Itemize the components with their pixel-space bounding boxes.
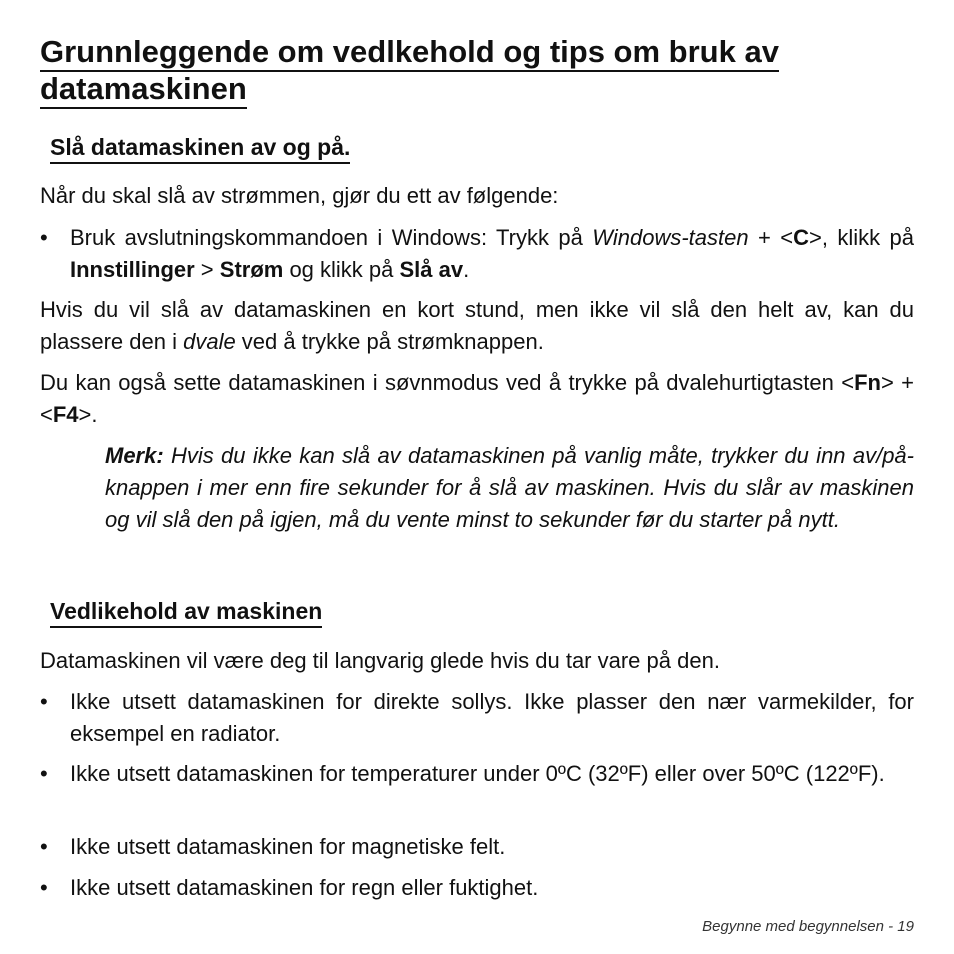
sleep-paragraph: Hvis du vil slå av datamaskinen en kort stund, men ikke vil slå den helt av, kan du plassere den i dvale ved å trykke på strømknappen. — [40, 297, 914, 354]
list-item-text: Ikke utsett datamaskinen for temperaturer under 0ºC (32ºF) eller over 50ºC (122ºF). — [70, 761, 885, 786]
section-heading-power: Slå datamaskinen av og på. — [50, 133, 350, 164]
bullet-marker: • — [40, 689, 48, 714]
note-text: Hvis du ikke kan slå av datamaskinen på vanlig måte, trykker du inn av/på-knappen i mer enn fire sekunder for å slå av maskinen. Hvis du slår av maskinen og vil slå den på igjen, må du vente minst to sekunder før du starter på nytt. — [105, 443, 914, 532]
page-title-line1: Grunnleggende om vedlkehold og tips om bruk av — [40, 34, 779, 72]
page-footer: Begynne med begynnelsen - 19 — [702, 918, 914, 935]
bullet-marker: • — [40, 875, 48, 900]
bullet-marker: • — [40, 225, 48, 250]
page-title — [40, 33, 914, 107]
power-intro: Når du skal slå av strømmen, gjør du ett av følgende: — [40, 183, 559, 208]
document-page — [40, 0, 914, 954]
hotkey-paragraph: Du kan også sette datamaskinen i søvnmodus ved å trykke på dvalehurtigtasten <Fn> + <F4>. — [40, 370, 915, 427]
bullet-marker: • — [40, 761, 48, 786]
section-heading-maintenance: Vedlikehold av maskinen — [50, 597, 322, 628]
note-label: Merk: — [105, 443, 164, 468]
list-item-text: Ikke utsett datamaskinen for regn eller fuktighet. — [70, 875, 539, 900]
list-item-text: Ikke utsett datamaskinen for magnetiske felt. — [70, 834, 506, 859]
maintenance-intro: Datamaskinen vil være deg til langvarig glede hvis du tar vare på den. — [40, 648, 720, 673]
note-box — [105, 440, 914, 536]
page-title-line2: datamaskinen — [40, 71, 247, 109]
list-item-text: Ikke utsett datamaskinen for direkte sollys. Ikke plasser den nær varmekilder, for eksempel en radiator. — [70, 689, 914, 746]
shutdown-instruction: Bruk avslutningskommandoen i Windows: Trykk på Windows-tasten + <C>, klikk på Innstillinger > Strøm og klikk på Slå av. — [70, 225, 914, 282]
bullet-marker: • — [40, 834, 48, 859]
